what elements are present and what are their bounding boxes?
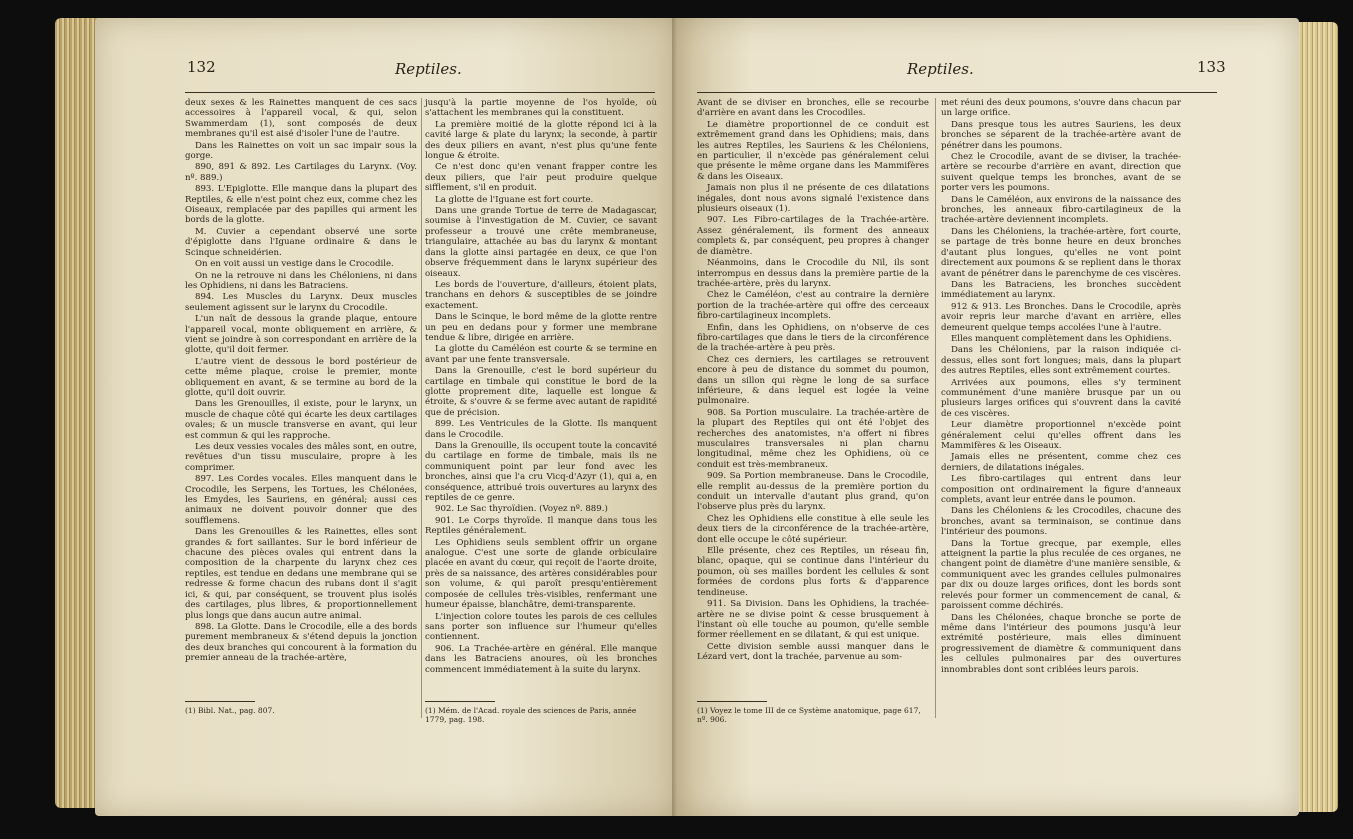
paragraph: 894. Les Muscles du Larynx. Deux muscles seulement agissent sur le larynx du Crocodile.: [185, 292, 417, 313]
paragraph: 912 & 913. Les Bronches. Dans le Crocodile, après avoir repris leur marche d'avant en arrière, elles demeurent quelque temps accolées l'une à l'autre.: [941, 301, 1181, 333]
paragraph: Dans le Scinque, le bord même de la glotte rentre un peu en dedans pour y former une membrane tendue & libre, dirigée en arrière.: [425, 312, 657, 343]
paragraph: Les bords de l'ouverture, d'ailleurs, étoient plats, tranchans en dehors & susceptibles de se joindre exactement.: [425, 279, 657, 311]
paragraph: Dans la Grenouille, c'est le bord supérieur du cartilage en timbale qui constitue le bord de la glotte proprement dite, laquelle est longue & étroite, & s'ouvre & se ferme avec autant de rapidité que de précision.: [425, 366, 657, 418]
left-column-1: [185, 98, 417, 665]
header-rule: [185, 92, 655, 93]
paragraph: 893. L'Epiglotte. Elle manque dans la plupart des Reptiles, & elle n'est point chez eux, comme chez les Oiseaux, remplacée par des papilles qui arment les bords de la glotte.: [185, 184, 417, 226]
paragraph: 906. La Trachée-artère en général. Elle manque dans les Batraciens anoures, où les bronches commencent immédiatement à la suite du larynx.: [425, 643, 657, 675]
paragraph: La glotte du Caméléon est courte & se termine en avant par une fente transversale.: [425, 344, 657, 365]
paragraph: 890, 891 & 892. Les Cartilages du Larynx. (Voy. nº. 889.): [185, 162, 417, 183]
paragraph: Chez les Ophidiens elle constitue à elle seule les deux tiers de la circonférence de la trachée-artère, dont elle occupe le côté supérieur.: [697, 513, 929, 545]
paragraph: Dans les Grenouilles & les Rainettes, elles sont grandes & fort saillantes. Sur le bord inférieur de chacune des pièces ovales qui entrent dans la composition de la charpente du larynx chez ces reptiles, est tendue en dedans une membrane qui se redresse & forme chacun des rubans dont il s'agit ici, & qui, par conséquent, se trouvent plus isolés des cartilages, plus libres, & proportionnellement plus longs que dans aucun autre animal.: [185, 527, 417, 621]
paragraph: L'autre vient de dessous le bord postérieur de cette même plaque, croise le premier, monte obliquement en avant, & se termine au bord de la glotte, qu'il doit ouvrir.: [185, 356, 417, 398]
paragraph: Dans presque tous les autres Sauriens, les deux bronches se séparent de la trachée-artère avant de pénétrer dans les poumons.: [941, 119, 1181, 151]
right-page: [677, 18, 1299, 816]
right-page-number: 133: [1197, 58, 1226, 76]
paragraph: 908. Sa Portion musculaire. La trachée-artère de la plupart des Reptiles qui ont été l'objet des recherches des anatomistes, n'a offert ni fibres musculaires transversales ni plan charnu longitudinal, même chez les Ophidiens, où ce conduit est très-membraneux.: [697, 407, 929, 470]
paragraph: Dans les Grenouilles, il existe, pour le larynx, un muscle de chaque côté qui écarte les deux cartilages ovales; & un muscle transverse en avant, qui leur est commun & qui les rapproche.: [185, 399, 417, 441]
paragraph: La première moitié de la glotte répond ici à la cavité large & plate du larynx; la seconde, à partir des deux piliers en avant, n'est plus qu'une fente longue & étroite.: [425, 119, 657, 162]
paragraph: 909. Sa Portion membraneuse. Dans le Crocodile, elle remplit au-dessus de la première portion du conduit un intervalle d'autant plus grand, qu'on l'observe plus près du larynx.: [697, 471, 929, 513]
paragraph: Dans la Tortue grecque, par exemple, elles atteignent la partie la plus reculée de ces organes, ne changent point de diamètre d'une manière sensible, & communiquent avec les grandes cellules pulmonaires par dix ou douze larges orifices, dont les bords sont relevés pour former un commencement de canal, & paroissent comme déchirés.: [941, 538, 1181, 612]
paragraph: Dans une grande Tortue de terre de Madagascar, soumise à l'investigation de M. Cuvier, ce savant professeur a trouvé une crête membraneuse, triangulaire, attachée au bas du larynx & montant dans la glotte ainsi partagée en deux, ce que l'on observe fréquemment dans le larynx supérieur des oiseaux.: [425, 206, 657, 279]
paragraph: 907. Les Fibro-cartilages de la Trachée-artère. Assez généralement, ils forment des anneaux complets &, par conséquent, peu propres à changer de diamètre.: [697, 215, 929, 257]
column-separator: [421, 98, 422, 718]
paragraph: Les Ophidiens seuls semblent offrir un organe analogue. C'est une sorte de glande orbiculaire placée en avant du cœur, qui reçoit de l'aorte droite, près de sa naissance, des artères considérables pour son volume, & qui paroît presqu'entièrement composée de cellules très-visibles, renfermant une humeur épaisse, blanchâtre, demi-transparente.: [425, 537, 657, 611]
left-page-number: 132: [187, 58, 216, 76]
paragraph: deux sexes & les Rainettes manquent de ces sacs accessoires à l'appareil vocal, & qui, selon Swammerdam (1), sont composés de deux membranes qu'il est aisé d'isoler l'une de l'autre.: [185, 98, 417, 140]
paragraph: Elles manquent complètement dans les Ophidiens.: [951, 333, 1172, 344]
paragraph: Chez ces derniers, les cartilages se retrouvent encore à peu de distance du sommet du poumon, dans un sillon qui règne le long de sa surface inférieure, & dans lequel est logée la veine pulmonaire.: [697, 354, 929, 407]
left-footnote-1: (1) Bibl. Nat., pag. 807.: [185, 706, 275, 715]
paragraph: Dans le Caméléon, aux environs de la naissance des bronches, les anneaux fibro-cartilagineux de la trachée-artère deviennent incomplets.: [941, 194, 1181, 226]
right-footnote-1: (1) Voyez le tome III de ce Système anatomique, page 617, nº. 906.: [697, 706, 921, 724]
paragraph: Dans les Chélonées, chaque bronche se porte de même dans l'intérieur des poumons jusqu'à leur extrémité postérieure, mais elles diminuent progressivement de diamètre & communiquent dans les cellules pulmonaires par des ouvertures innombrables dont sont criblées leurs parois.: [941, 612, 1181, 675]
paragraph: Les deux vessies vocales des mâles sont, en outre, revêtues d'un tissu musculaire, propre à les comprimer.: [185, 442, 417, 473]
right-column-2: [941, 98, 1181, 676]
paragraph: M. Cuvier a cependant observé une sorte d'épiglotte dans l'Iguane ordinaire & dans le Scinque schneidérien.: [185, 226, 417, 258]
paragraph: Ce n'est donc qu'en venant frapper contre les deux piliers, que l'air peut produire quelque sifflement, s'il en produit.: [425, 162, 657, 194]
header-rule: [697, 92, 1217, 93]
paragraph: Dans les Chéloniens, la trachée-artère, fort courte, se partage de très bonne heure en deux bronches d'autant plus longues, qu'elles ne vont point directement aux poumons & se replient dans le thorax avant de pénétrer dans le parenchyme de ces viscères.: [941, 226, 1181, 279]
paragraph: 902. Le Sac thyroïdien. (Voyez nº. 889.): [435, 504, 608, 515]
paragraph: Elle présente, chez ces Reptiles, un réseau fin, blanc, opaque, qui se continue dans l'intérieur du poumon, où ses mailles bordent les cellules & sont formées de cordons plus forts & d'apparence tendineuse.: [697, 546, 929, 598]
paragraph: met réuni des deux poumons, s'ouvre dans chacun par un large orifice.: [941, 98, 1181, 119]
paragraph: L'un naît de dessous la grande plaque, entoure l'appareil vocal, monte obliquement en arrière, & vient se joindre à son correspondant en arrière de la glotte, qu'il doit fermer.: [185, 314, 417, 356]
paragraph: jusqu'à la partie moyenne de l'os hyoïde, où s'attachent les membranes qui la constituent.: [425, 98, 657, 119]
paragraph: Dans les Chéloniens & les Crocodiles, chacune des bronches, avant sa terminaison, se continue dans l'intérieur des poumons.: [941, 506, 1181, 538]
left-running-head: Reptiles.: [395, 60, 462, 78]
footnote-rule: [697, 701, 767, 702]
paragraph: Cette division semble aussi manquer dans le Lézard vert, dont la trachée, parvenue au som-: [697, 641, 929, 663]
paragraph: Jamais elles ne présentent, comme chez ces derniers, de dilatations inégales.: [941, 452, 1181, 473]
column-separator: [935, 98, 936, 718]
paragraph: On ne la retrouve ni dans les Chéloniens, ni dans les Ophidiens, ni dans les Batraciens.: [185, 270, 417, 291]
paragraph: Chez le Caméléon, c'est au contraire la dernière portion de la trachée-artère qui offre des cerceaux fibro-cartilagineux incomplets.: [697, 290, 929, 322]
paragraph: Chez le Crocodile, avant de se diviser, la trachée-artère se recourbe d'arrière en avant, direction que suivent quelque temps les bronches, avant de se porter vers les poumons.: [941, 152, 1181, 194]
paragraph: Le diamètre proportionnel de ce conduit est extrêmement grand dans les Ophidiens; mais, dans les autres Reptiles, les Sauriens & les Chéloniens, en particulier, il n'excède pas généralement celui que présente le même organe dans les Mammifères & dans les Oiseaux.: [697, 119, 929, 182]
right-column-1: [697, 98, 929, 664]
paragraph: 911. Sa Division. Dans les Ophidiens, la trachée-artère ne se divise point & cesse brusquement à l'instant où elle touche au poumon, qu'elle semble former réellement en se dilatant, & qui est unique.: [697, 599, 929, 641]
paragraph: 901. Le Corps thyroïde. Il manque dans tous les Reptiles généralement.: [425, 515, 657, 537]
paragraph: Néanmoins, dans le Crocodile du Nil, ils sont interrompus en dessus dans la première partie de la trachée-artère, près du larynx.: [697, 258, 929, 289]
left-page: [95, 18, 677, 816]
footnote-rule: [425, 701, 495, 702]
paragraph: On en voit aussi un vestige dans le Crocodile.: [195, 259, 394, 270]
paragraph: Dans les Batraciens, les bronches succèdent immédiatement au larynx.: [941, 279, 1181, 301]
paragraph: Leur diamètre proportionnel n'excède point généralement celui qu'elles offrent dans les Mammifères & les Oiseaux.: [941, 420, 1181, 451]
paragraph: 898. La Glotte. Dans le Crocodile, elle a des bords purement membraneux & s'étend depuis la jonction des deux branches qui concourent à la formation du premier anneau de la trachée-artère,: [185, 621, 417, 664]
right-running-head: Reptiles.: [907, 60, 974, 78]
left-column-2: [425, 98, 657, 676]
paragraph: Les fibro-cartilages qui entrent dans leur composition ont ordinairement la figure d'anneaux complets, avant leur entrée dans le poumon.: [941, 474, 1181, 506]
left-footnote-2: (1) Mém. de l'Acad. royale des sciences de Paris, année 1779, pag. 198.: [425, 706, 637, 724]
paragraph: Enfin, dans les Ophidiens, on n'observe de ces fibro-cartilages que dans le tiers de la circonférence de la trachée-artère à peu près.: [697, 322, 929, 354]
paragraph: 899. Les Ventricules de la Glotte. Ils manquent dans le Crocodile.: [425, 419, 657, 440]
paragraph: Arrivées aux poumons, elles s'y terminent communément d'une manière brusque par un ou plusieurs larges orifices qui s'ouvrent dans la cavité de ces viscères.: [941, 377, 1181, 419]
footnote-rule: [185, 701, 255, 702]
paragraph: 897. Les Cordes vocales. Elles manquent dans le Crocodile, les Serpens, les Tortues, les Chélonées, les Emydes, les Sauriens, en général; aussi ces animaux ne doivent pouvoir donner que des soufflemens.: [185, 474, 417, 526]
paragraph: Jamais non plus il ne présente de ces dilatations inégales, dont nous avons signalé l'existence dans plusieurs oiseaux (1).: [697, 183, 929, 215]
paragraph: Dans les Rainettes on voit un sac impair sous la gorge.: [185, 140, 417, 162]
paragraph: Dans la Grenouille, ils occupent toute la concavité du cartilage en forme de timbale, mais ils ne communiquent point par leur fond avec les bronches, ainsi que l'a cru Vicq-d'Azyr (1), qui a, en conséquence, attribué trois ouvertures au larynx des reptiles de ce genre.: [425, 441, 657, 504]
paragraph: L'injection colore toutes les parois de ces cellules sans porter son influence sur l'humeur qu'elles contiennent.: [425, 611, 657, 643]
paragraph: Avant de se diviser en bronches, elle se recourbe d'arrière en avant dans les Crocodiles.: [697, 98, 929, 119]
paragraph: La glotte de l'Iguane est fort courte.: [435, 194, 594, 205]
paragraph: Dans les Chéloniens, par la raison indiquée ci-dessus, elles sont fort longues; mais, dans la plupart des autres Reptiles, elles sont extrêmement courtes.: [941, 345, 1181, 377]
